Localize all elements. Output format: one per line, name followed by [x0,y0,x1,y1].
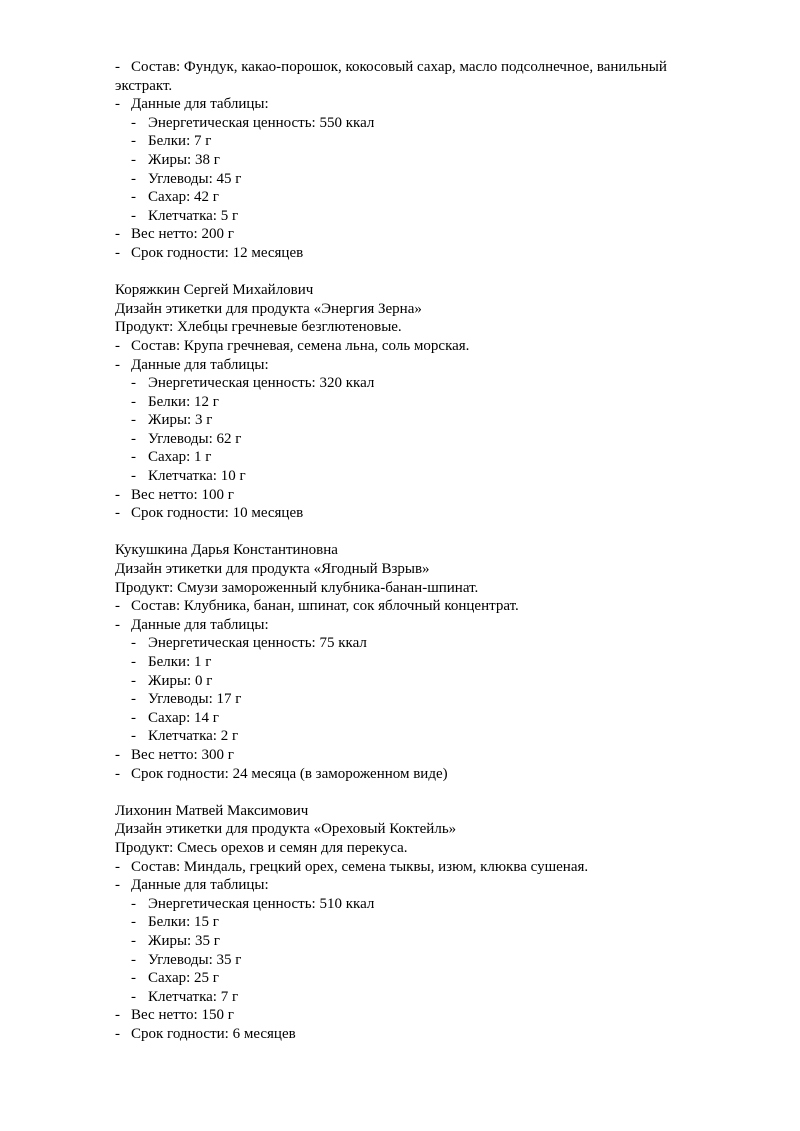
list-item-composition [0,337,800,356]
bullet-dash: - [131,430,136,447]
bullet-dash: - [115,765,120,782]
nutrition-carbs: Углеводы: 17 г [148,691,242,708]
nutrition-sugar: Сахар: 25 г [148,970,219,987]
document-page [0,58,800,1043]
list-item-weight [0,746,800,765]
bullet-dash: - [131,412,136,429]
bullet-dash: - [115,486,120,503]
nutrition-item-fat [0,932,800,951]
nutrition-carbs: Углеводы: 62 г [148,430,242,447]
nutrition-item-fiber [0,988,800,1007]
list-item-weight [0,1006,800,1025]
nutrition-sugar: Сахар: 42 г [148,189,219,206]
product-line [0,579,800,598]
nutrition-energy: Энергетическая ценность: 510 ккал [148,895,375,912]
design-title-text: Дизайн этикетки для продукта «Ягодный Взрыв» [115,561,430,578]
nutrition-item-fat [0,151,800,170]
table-label: Данные для таблицы: [131,877,269,894]
bullet-dash: - [115,598,120,615]
nutrition-item-protein [0,653,800,672]
bullet-dash: - [131,728,136,745]
nutrition-item-sugar [0,969,800,988]
nutrition-fiber: Клетчатка: 5 г [148,207,239,224]
list-item-composition [0,597,800,616]
nutrition-item-sugar [0,448,800,467]
bullet-dash: - [131,449,136,466]
net-weight: Вес нетто: 150 г [131,1007,234,1024]
bullet-dash: - [131,654,136,670]
bullet-dash: - [115,356,120,373]
design-title [0,820,800,839]
design-title-text: Дизайн этикетки для продукта «Ореховый Коктейль» [115,821,457,838]
nutrition-protein: Белки: 1 г [148,654,212,670]
bullet-dash: - [131,635,136,652]
composition-text: Состав: Клубника, банан, шпинат, сок яблочный концентрат. [131,598,519,615]
bullet-dash: - [131,151,136,168]
author-name-text: Коряжкин Сергей Михайлович [115,282,314,299]
bullet-dash: - [131,951,136,968]
product-line [0,318,800,337]
nutrition-energy: Энергетическая ценность: 320 ккал [148,375,375,392]
table-label: Данные для таблицы: [131,616,269,633]
nutrition-item-fat [0,672,800,691]
author-name [0,281,800,300]
author-name-text: Кукушкина Дарья Константиновна [115,542,338,559]
bullet-dash: - [115,226,120,243]
bullet-dash: - [131,189,136,206]
bullet-dash: - [131,170,136,187]
composition-text-continued: экстракт. [115,77,173,94]
design-title-text: Дизайн этикетки для продукта «Энергия Зерна» [115,300,422,317]
nutrition-energy: Энергетическая ценность: 550 ккал [148,114,375,131]
author-name-text: Лихонин Матвей Максимович [115,802,309,819]
nutrition-energy: Энергетическая ценность: 75 ккал [148,635,367,652]
nutrition-sugar: Сахар: 14 г [148,709,219,726]
nutrition-fat: Жиры: 38 г [148,151,220,168]
composition-text: Состав: Фундук, какао-порошок, кокосовый сахар, масло подсолнечное, ванильный [131,59,667,75]
net-weight: Вес нетто: 100 г [131,486,234,503]
bullet-dash: - [115,244,120,261]
bullet-dash: - [131,895,136,912]
list-item-shelf-life [0,1025,800,1044]
net-weight: Вес нетто: 200 г [131,226,234,243]
list-item-table-label [0,616,800,635]
nutrition-item-sugar [0,709,800,728]
bullet-dash: - [131,468,136,485]
list-item-shelf-life [0,504,800,523]
author-name [0,541,800,560]
list-item-composition [0,858,800,877]
nutrition-item-energy [0,634,800,653]
bullet-dash: - [131,970,136,987]
nutrition-item-energy [0,114,800,133]
bullet-dash: - [131,114,136,131]
nutrition-item-fiber [0,467,800,486]
nutrition-carbs: Углеводы: 35 г [148,951,242,968]
paragraph-gap [0,263,800,282]
bullet-dash: - [131,133,136,150]
nutrition-item-carbs [0,951,800,970]
nutrition-protein: Белки: 7 г [148,133,212,150]
bullet-dash: - [131,393,136,410]
nutrition-fat: Жиры: 3 г [148,412,213,429]
nutrition-item-sugar [0,188,800,207]
nutrition-item-carbs [0,690,800,709]
bullet-dash: - [115,746,120,763]
product-line [0,839,800,858]
bullet-dash: - [115,96,120,113]
list-item-table-label [0,876,800,895]
paragraph-gap [0,523,800,542]
nutrition-fat: Жиры: 0 г [148,672,213,689]
shelf-life: Срок годности: 12 месяцев [131,244,304,261]
net-weight: Вес нетто: 300 г [131,746,234,763]
shelf-life: Срок годности: 10 месяцев [131,505,304,522]
nutrition-item-fiber [0,207,800,226]
nutrition-item-carbs [0,170,800,189]
bullet-dash: - [131,691,136,708]
bullet-dash: - [131,375,136,392]
nutrition-item-protein [0,913,800,932]
bullet-dash: - [131,988,136,1005]
bullet-dash: - [131,914,136,931]
bullet-dash: - [131,932,136,949]
nutrition-sugar: Сахар: 1 г [148,449,212,466]
bullet-dash: - [115,858,120,875]
nutrition-item-carbs [0,430,800,449]
nutrition-protein: Белки: 15 г [148,914,219,931]
composition-text: Состав: Миндаль, грецкий орех, семена тыквы, изюм, клюква сушеная. [131,858,589,875]
nutrition-carbs: Углеводы: 45 г [148,170,242,187]
composition-text: Состав: Крупа гречневая, семена льна, соль морская. [131,337,470,354]
nutrition-fiber: Клетчатка: 10 г [148,468,246,485]
nutrition-fiber: Клетчатка: 2 г [148,728,239,745]
nutrition-fat: Жиры: 35 г [148,932,220,949]
author-name [0,802,800,821]
list-item-shelf-life [0,244,800,263]
list-item-table-label [0,95,800,114]
list-item-composition [0,58,800,77]
bullet-dash: - [115,337,120,354]
bullet-dash: - [131,672,136,689]
bullet-dash: - [115,59,120,75]
nutrition-item-energy [0,895,800,914]
bullet-dash: - [115,505,120,522]
bullet-dash: - [115,1025,120,1042]
nutrition-fiber: Клетчатка: 7 г [148,988,239,1005]
list-item-weight [0,486,800,505]
table-label: Данные для таблицы: [131,96,269,113]
list-item-composition-continued [0,77,800,96]
list-item-weight [0,225,800,244]
bullet-dash: - [115,616,120,633]
product-text: Продукт: Смесь орехов и семян для перекуса. [115,839,408,856]
design-title [0,300,800,319]
shelf-life: Срок годности: 6 месяцев [131,1025,296,1042]
nutrition-item-fat [0,411,800,430]
bullet-dash: - [131,709,136,726]
design-title [0,560,800,579]
nutrition-item-protein [0,393,800,412]
nutrition-item-fiber [0,727,800,746]
product-text: Продукт: Хлебцы гречневые безглютеновые. [115,319,402,336]
list-item-shelf-life [0,765,800,784]
paragraph-gap [0,783,800,802]
bullet-dash: - [115,1007,120,1024]
bullet-dash: - [115,877,120,894]
nutrition-protein: Белки: 12 г [148,393,219,410]
table-label: Данные для таблицы: [131,356,269,373]
product-text: Продукт: Смузи замороженный клубника-банан-шпинат. [115,579,479,596]
nutrition-item-energy [0,374,800,393]
shelf-life: Срок годности: 24 месяца (в замороженном виде) [131,765,448,782]
nutrition-item-protein [0,132,800,151]
list-item-table-label [0,356,800,375]
bullet-dash: - [131,207,136,224]
